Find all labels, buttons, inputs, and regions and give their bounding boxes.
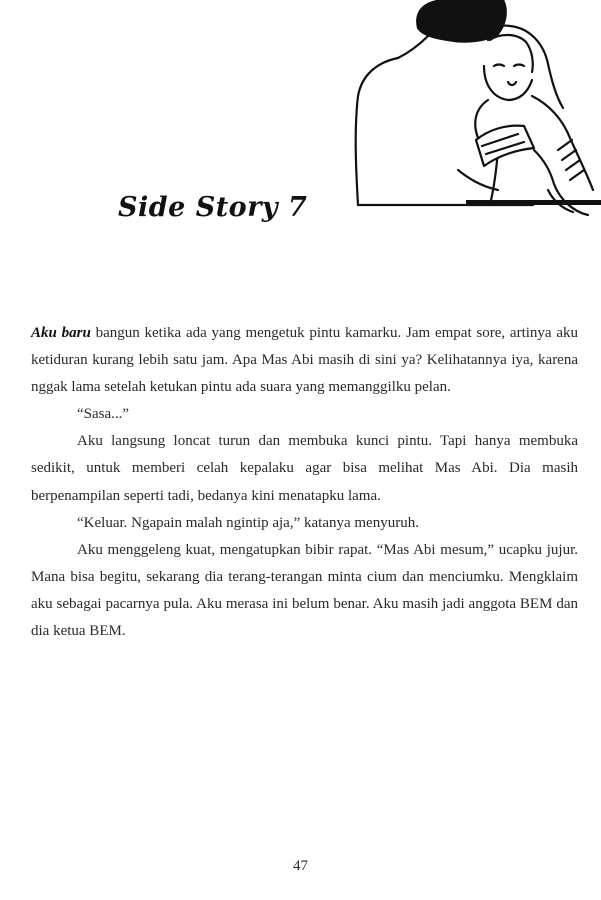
paragraph: “Keluar. Ngapain malah ngintip aja,” katanya menyuruh. bbox=[77, 514, 419, 531]
page-number: 47 bbox=[293, 858, 308, 874]
paragraph: “Sasa...” bbox=[77, 406, 130, 423]
paragraph-text: bangun ketika ada yang mengetuk pintu kamarku. Jam empat sore, artinya aku ketiduran kurang lebih satu jam. Apa Mas Abi masih di sini ya? Kelihatannya iya, karena nggak lama setelah ketukan pintu ada suara yang memanggilku pelan. bbox=[31, 325, 578, 396]
paragraph: Aku menggeleng kuat, mengatupkan bibir rapat. “Mas Abi mesum,” ucapku jujur. Mana bisa begitu, sekarang dia terang-terangan minta cium dan menciumku. Mengklaim aku sebagai pacarnya pula. Aku merasa ini belum benar. Aku masih jadi anggota BEM dan dia ketua BEM. bbox=[31, 541, 578, 640]
paragraph bbox=[31, 320, 578, 401]
chapter-title: Side Story 7 bbox=[118, 192, 308, 223]
paragraph: Aku langsung loncat turun dan membuka kunci pintu. Tapi hanya membuka sedikit, untuk memberi celah kepalaku agar bisa melihat Mas Abi. Dia masih berpenampilan seperti tadi, bedanya kini menatapku lama. bbox=[31, 433, 578, 504]
lead-in-text: Aku baru bbox=[31, 325, 91, 341]
body-text bbox=[31, 320, 578, 645]
couple-illustration bbox=[348, 0, 601, 225]
